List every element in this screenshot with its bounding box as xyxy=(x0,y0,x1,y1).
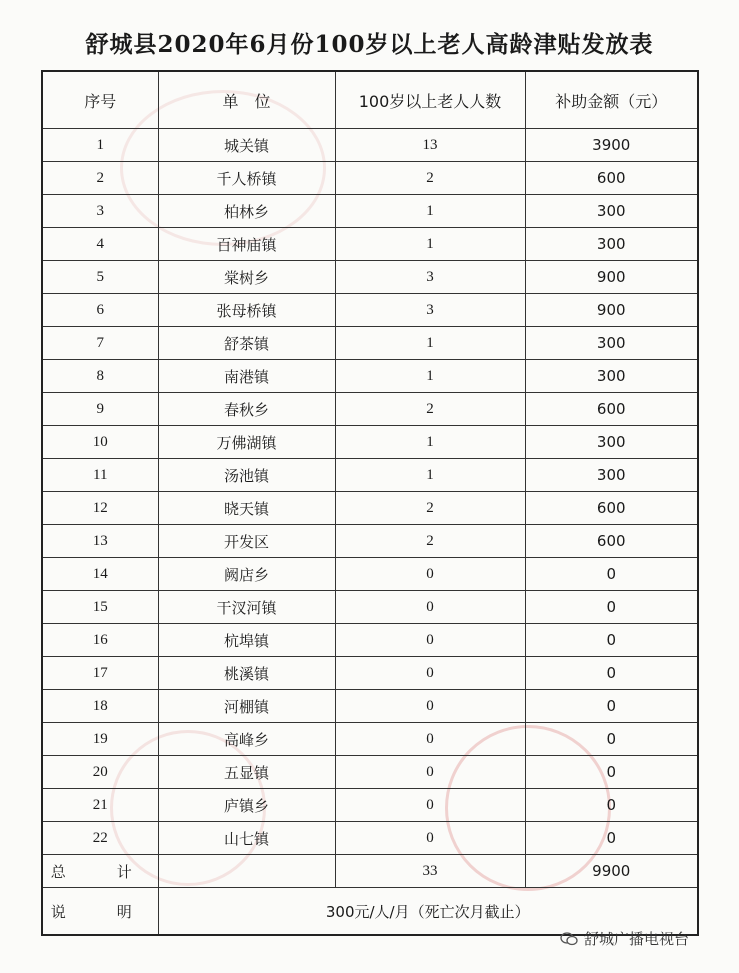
cell-count: 1 xyxy=(335,360,525,393)
cell-unit: 千人桥镇 xyxy=(158,162,335,195)
cell-no: 18 xyxy=(42,690,158,723)
cell-unit: 桃溪镇 xyxy=(158,657,335,690)
cell-unit: 城关镇 xyxy=(158,129,335,162)
table-row xyxy=(42,591,698,624)
table-row xyxy=(42,492,698,525)
cell-unit: 棠树乡 xyxy=(158,261,335,294)
cell-no: 8 xyxy=(42,360,158,393)
cell-unit: 晓天镇 xyxy=(158,492,335,525)
cell-no: 16 xyxy=(42,624,158,657)
cell-amount: 3900 xyxy=(525,129,698,162)
cell-no: 13 xyxy=(42,525,158,558)
cell-amount: 0 xyxy=(525,657,698,690)
cell-no: 10 xyxy=(42,426,158,459)
cell-amount: 0 xyxy=(525,789,698,822)
table-row xyxy=(42,525,698,558)
cell-amount: 900 xyxy=(525,261,698,294)
table-row xyxy=(42,228,698,261)
header-count: 100岁以上老人人数 xyxy=(335,71,525,129)
header-no: 序号 xyxy=(42,71,158,129)
cell-no: 3 xyxy=(42,195,158,228)
cell-amount: 300 xyxy=(525,360,698,393)
cell-amount: 0 xyxy=(525,756,698,789)
cell-no: 12 xyxy=(42,492,158,525)
cell-count: 1 xyxy=(335,195,525,228)
cell-amount: 600 xyxy=(525,162,698,195)
note-label: 说 明 xyxy=(42,888,158,936)
cell-amount: 0 xyxy=(525,558,698,591)
cell-amount: 0 xyxy=(525,591,698,624)
cell-count: 13 xyxy=(335,129,525,162)
cell-unit: 汤池镇 xyxy=(158,459,335,492)
watermark-text: 舒城广播电视台 xyxy=(584,930,690,948)
cell-amount: 0 xyxy=(525,624,698,657)
header-unit: 单 位 xyxy=(158,71,335,129)
cell-no: 14 xyxy=(42,558,158,591)
cell-amount: 300 xyxy=(525,327,698,360)
cell-unit: 阙店乡 xyxy=(158,558,335,591)
total-row xyxy=(42,855,698,888)
cell-count: 0 xyxy=(335,624,525,657)
cell-amount: 600 xyxy=(525,393,698,426)
cell-no: 20 xyxy=(42,756,158,789)
table-row xyxy=(42,129,698,162)
table-row xyxy=(42,558,698,591)
cell-no: 4 xyxy=(42,228,158,261)
table-row xyxy=(42,624,698,657)
table-row xyxy=(42,426,698,459)
table-body xyxy=(42,129,698,855)
cell-amount: 300 xyxy=(525,228,698,261)
cell-unit: 柏林乡 xyxy=(158,195,335,228)
cell-unit: 舒茶镇 xyxy=(158,327,335,360)
cell-unit: 百神庙镇 xyxy=(158,228,335,261)
cell-count: 2 xyxy=(335,162,525,195)
cell-unit: 五显镇 xyxy=(158,756,335,789)
table-row xyxy=(42,459,698,492)
cell-amount: 0 xyxy=(525,690,698,723)
table-row xyxy=(42,723,698,756)
table-row xyxy=(42,789,698,822)
cell-unit: 山七镇 xyxy=(158,822,335,855)
cell-unit: 万佛湖镇 xyxy=(158,426,335,459)
table-row xyxy=(42,294,698,327)
watermark xyxy=(560,928,689,949)
cell-amount: 300 xyxy=(525,195,698,228)
cell-no: 15 xyxy=(42,591,158,624)
cell-amount: 0 xyxy=(525,822,698,855)
cell-count: 0 xyxy=(335,723,525,756)
total-count: 33 xyxy=(335,855,525,888)
table-row xyxy=(42,327,698,360)
cell-no: 21 xyxy=(42,789,158,822)
cell-no: 22 xyxy=(42,822,158,855)
subsidy-table xyxy=(41,70,699,936)
cell-count: 3 xyxy=(335,294,525,327)
cell-no: 17 xyxy=(42,657,158,690)
cell-count: 0 xyxy=(335,558,525,591)
wechat-icon xyxy=(560,932,578,946)
cell-count: 0 xyxy=(335,690,525,723)
table-row xyxy=(42,822,698,855)
table-row xyxy=(42,162,698,195)
cell-count: 3 xyxy=(335,261,525,294)
page-title: 舒城县2020年6月份100岁以上老人高龄津贴发放表 xyxy=(85,31,654,58)
cell-no: 7 xyxy=(42,327,158,360)
cell-amount: 600 xyxy=(525,492,698,525)
cell-count: 1 xyxy=(335,228,525,261)
cell-no: 6 xyxy=(42,294,158,327)
cell-unit: 南港镇 xyxy=(158,360,335,393)
table-row xyxy=(42,360,698,393)
table-row xyxy=(42,690,698,723)
total-amount: 9900 xyxy=(525,855,698,888)
total-unit-empty xyxy=(158,855,335,888)
cell-no: 19 xyxy=(42,723,158,756)
table-row xyxy=(42,756,698,789)
cell-count: 0 xyxy=(335,822,525,855)
cell-amount: 300 xyxy=(525,459,698,492)
cell-unit: 春秋乡 xyxy=(158,393,335,426)
cell-no: 9 xyxy=(42,393,158,426)
cell-unit: 干汊河镇 xyxy=(158,591,335,624)
cell-no: 1 xyxy=(42,129,158,162)
cell-no: 5 xyxy=(42,261,158,294)
table-row xyxy=(42,261,698,294)
cell-unit: 高峰乡 xyxy=(158,723,335,756)
cell-amount: 0 xyxy=(525,723,698,756)
table-row xyxy=(42,657,698,690)
cell-unit: 庐镇乡 xyxy=(158,789,335,822)
cell-count: 1 xyxy=(335,327,525,360)
cell-unit: 开发区 xyxy=(158,525,335,558)
cell-count: 2 xyxy=(335,393,525,426)
cell-amount: 300 xyxy=(525,426,698,459)
cell-count: 0 xyxy=(335,756,525,789)
table-row xyxy=(42,393,698,426)
cell-count: 1 xyxy=(335,459,525,492)
cell-no: 11 xyxy=(42,459,158,492)
cell-unit: 杭埠镇 xyxy=(158,624,335,657)
cell-count: 0 xyxy=(335,789,525,822)
cell-no: 2 xyxy=(42,162,158,195)
header-amount: 补助金额（元） xyxy=(525,71,698,129)
cell-count: 2 xyxy=(335,525,525,558)
cell-count: 2 xyxy=(335,492,525,525)
table-header-row xyxy=(42,71,698,129)
cell-unit: 张母桥镇 xyxy=(158,294,335,327)
cell-count: 0 xyxy=(335,591,525,624)
cell-count: 0 xyxy=(335,657,525,690)
note-text: 300元/人/月（死亡次月截止） xyxy=(158,888,698,936)
cell-unit: 河棚镇 xyxy=(158,690,335,723)
cell-amount: 600 xyxy=(525,525,698,558)
total-label: 总 计 xyxy=(42,855,158,888)
cell-amount: 900 xyxy=(525,294,698,327)
table-row xyxy=(42,195,698,228)
cell-count: 1 xyxy=(335,426,525,459)
